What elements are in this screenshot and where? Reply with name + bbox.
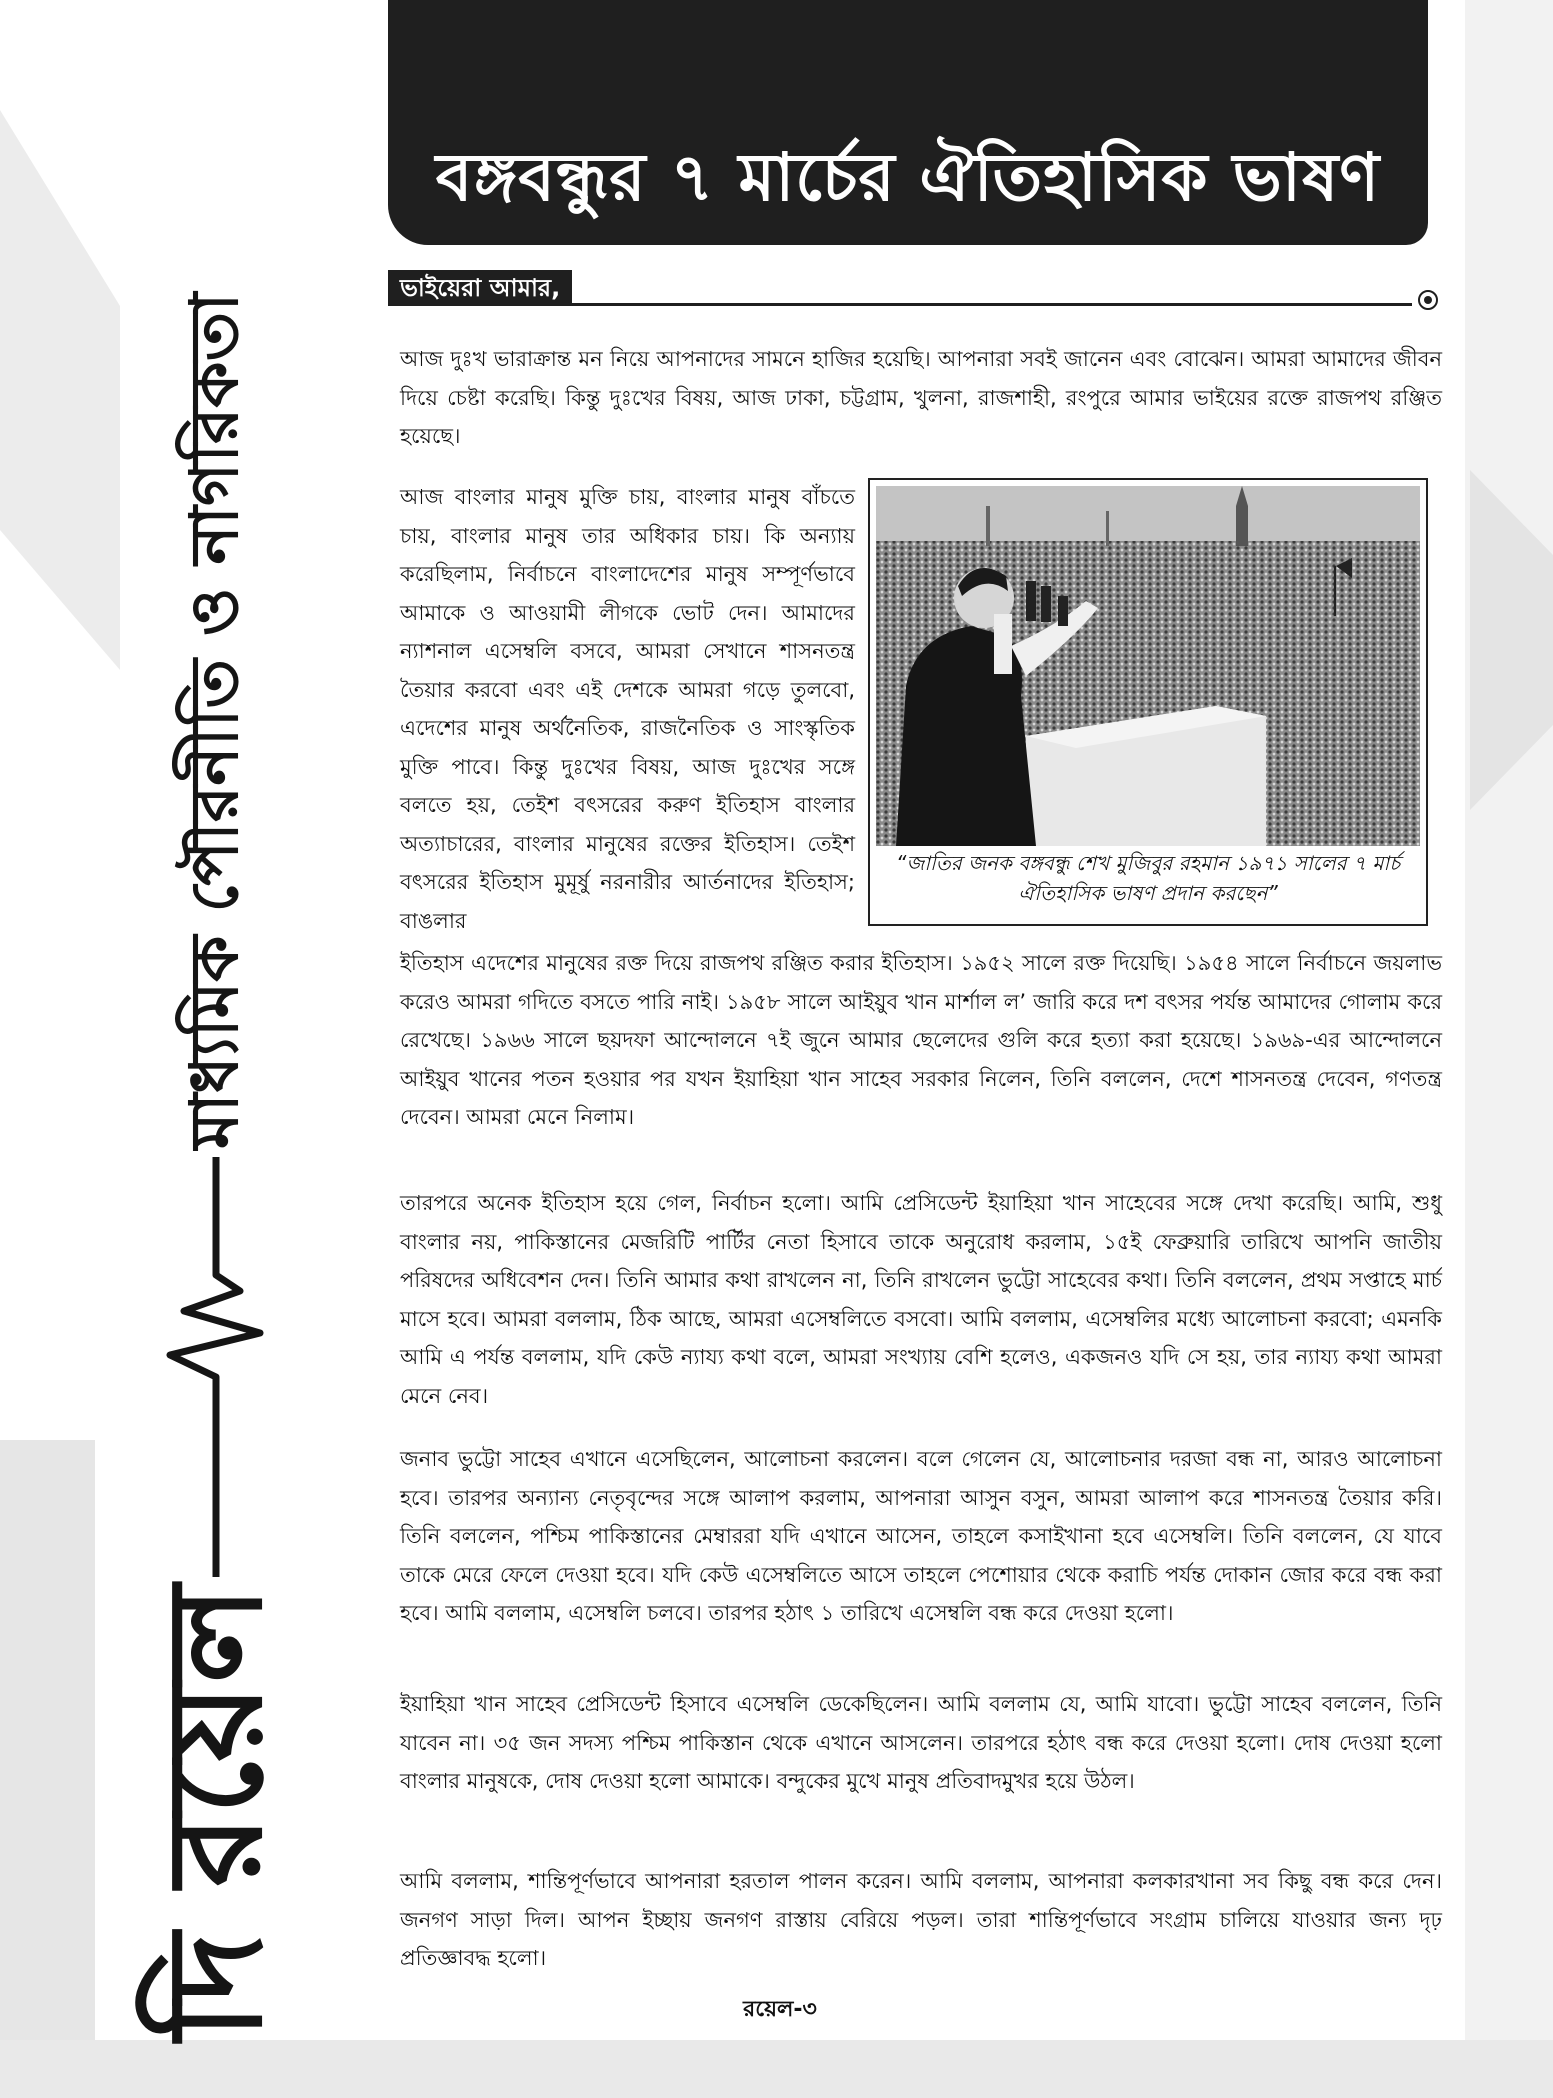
page-title: বঙ্গবন্ধুর ৭ মার্চের ঐতিহাসিক ভাষণ [435, 139, 1381, 216]
speech-photo [876, 486, 1420, 846]
background-shape-left-top [0, 110, 120, 670]
speech-paragraph-4: তারপরে অনেক ইতিহাস হয়ে গেল, নির্বাচন হলো। আমি প্রেসিডেন্ট ইয়াহিয়া খান সাহেবের সঙ্গে দেখা করেছি। আমি, শুধু বাংলার নয়, পাকিস্তানের মেজরিটি পার্টির নেতা হিসাবে তাকে অনুরোধ করলাম, ১৫ই ফেব্রুয়ারি তারিখে আপনি জাতীয় পরিষদের অধিবেশন দেন। তিনি আমার কথা রাখলেন না, তিনি রাখলেন ভুট্টো সাহেবের কথা। তিনি বললেন, প্রথম সপ্তাহে মার্চ মাসে হবে। আমরা বললাম, ঠিক আছে, আমরা এসেম্বলিতে বসবো। আমি বললাম, এসেম্বলির মধ্যে আলোচনা করবো; এমনকি আমি এ পর্যন্ত বললাম, যদি কেউ ন্যায্য কথা বলে, আমরা সংখ্যায় বেশি হলেও, একজনও যদি সে হয়, তার ন্যায্য কথা আমরা মেনে নেব। [400, 1191, 1442, 1408]
background-shape-bottom [0, 2040, 1553, 2098]
rule-end-ornament-icon [1418, 290, 1438, 310]
greeting-bar [388, 270, 1438, 306]
side-title [135, 280, 295, 2040]
speech-photo-illustration [876, 486, 1420, 846]
speech-paragraph-5: জনাব ভুট্টো সাহেব এখানে এসেছিলেন, আলোচনা করলেন। বলে গেলেন যে, আলোচনার দরজা বন্ধ না, আরও আলোচনা হবে। তারপর অন্যান্য নেতৃবৃন্দের সঙ্গে আলাপ করলাম, আপনারা আসুন বসুন, আমরা আলাপ করে শাসনতন্ত্র তৈয়ার করি। তিনি বললেন, পশ্চিম পাকিস্তানের মেম্বাররা যদি এখানে আসেন, তাহলে কসাইখানা হবে এসেম্বলি। তিনি বললেন, যে যাবে তাকে মেরে ফেলে দেওয়া হবে। যদি কেউ এসেম্বলিতে আসে তাহলে পেশোয়ার থেকে করাচি পর্যন্ত দোকান জোর করে বন্ধ করা হবে। আমি বললাম, এসেম্বলি চলবে। তারপর হঠাৎ ১ তারিখে এসেম্বলি বন্ধ করে দেওয়া হলো। [400, 1447, 1442, 1625]
speech-paragraph-1: আজ দুঃখ ভারাক্রান্ত মন নিয়ে আপনাদের সামনে হাজির হয়েছি। আপনারা সবই জানেন এবং বোঝেন। আমরা আমাদের জীবন দিয়ে চেষ্টা করেছি। কিন্তু দুঃখের বিষয়, আজ ঢাকা, চট্টগ্রাম, খুলনা, রাজশাহী, রংপুরে আমার ভাইয়ের রক্তে রাজপথ রঞ্জিত হয়েছে। [400, 347, 1442, 448]
photo-figure [868, 478, 1428, 926]
speech-paragraph-3: ইতিহাস এদেশের মানুষের রক্ত দিয়ে রাজপথ রঞ্জিত করার ইতিহাস। ১৯৫২ সালে রক্ত দিয়েছি। ১৯৫৪ সালে নির্বাচনে জয়লাভ করেও আমরা গদিতে বসতে পারি নাই। ১৯৫৮ সালে আইয়ুব খান মার্শাল ল’ জারি করে দশ বৎসর পর্যন্ত আমাদের গোলাম করে রেখেছে। ১৯৬৬ সালে ছয়দফা আন্দোলনে ৭ই জুনে আমার ছেলেদের গুলি করে হত্যা করা হয়েছে। ১৯৬৯-এর আন্দোলনে আইয়ুব খানের পতন হওয়ার পর যখন ইয়াহিয়া খান সাহেব সরকার নিলেন, তিনি বললেন, দেশে শাসনতন্ত্র দেবেন, গণতন্ত্র দেবেন। আমরা মেনে নিলাম। [400, 951, 1442, 1129]
speech-paragraph-6: ইয়াহিয়া খান সাহেব প্রেসিডেন্ট হিসাবে এসেম্বলি ডেকেছিলেন। আমি বললাম যে, আমি যাবো। ভুট্টো সাহেব বললেন, তিনি যাবেন না। ৩৫ জন সদস্য পশ্চিম পাকিস্তান থেকে এখানে আসলেন। তারপরে হঠাৎ বন্ধ করে দেওয়া হলো। দোষ দেওয়া হলো বাংলার মানুষকে, দোষ দেওয়া হলো আমাকে। বন্দুকের মুখে মানুষ প্রতিবাদমুখর হয়ে উঠল। [400, 1692, 1442, 1793]
photo-caption: “জাতির জনক বঙ্গবন্ধু শেখ মুজিবুর রহমান ১৯৭১ সালের ৭ মার্চ ঐতিহাসিক ভাষণ প্রদান করছেন” [895, 851, 1401, 905]
subject-title: মাধ্যমিক পৌরনীতি ও নাগরিকতা [176, 292, 253, 1150]
speech-paragraph-7: আমি বললাম, শান্তিপূর্ণভাবে আপনারা হরতাল পালন করেন। আমি বললাম, আপনারা কলকারখানা সব কিছু বন্ধ করে দেন। জনগণ সাড়া দিল। আপন ইচ্ছায় জনগণ রাস্তায় বেরিয়ে পড়ল। তারা শান্তিপূর্ণভাবে সংগ্রাম চালিয়ে যাওয়ার জন্য দৃঢ় প্রতিজ্ঞাবদ্ধ হলো। [400, 1869, 1442, 1970]
book-title: দি রয়েল [138, 1585, 292, 2040]
greeting-label: ভাইয়েরা আমার, [388, 270, 572, 306]
page-number: রয়েল-৩ [743, 1997, 817, 2022]
greeting-rule [388, 303, 1412, 306]
pulse-line-icon [160, 1157, 270, 1577]
background-shape-left-bottom [0, 1440, 95, 2040]
background-shape-right [1465, 0, 1553, 2098]
speech-paragraph-2: আজ বাংলার মানুষ মুক্তি চায়, বাংলার মানুষ বাঁচতে চায়, বাংলার মানুষ তার অধিকার চায়। কি অন্যায় করেছিলাম, নির্বাচনে বাংলাদেশের মানুষ সম্পূর্ণভাবে আমাকে ও আওয়ামী লীগকে ভোট দেন। আমাদের ন্যাশনাল এসেম্বলি বসবে, আমরা সেখানে শাসনতন্ত্র তৈয়ার করবো এবং এই দেশকে আমরা গড়ে তুলবো, এদেশের মানুষ অর্থনৈতিক, রাজনৈতিক ও সাংস্কৃতিক মুক্তি পাবে। কিন্তু দুঃখের বিষয়, আজ দুঃখের সঙ্গে বলতে হয়, তেইশ বৎসরের করুণ ইতিহাস বাংলার অত্যাচারের, বাংলার মানুষের রক্তের ইতিহাস। তেইশ বৎসরের ইতিহাস মুমূর্ষু নরনারীর আর্তনাদের ইতিহাস; বাঙলার [400, 485, 855, 933]
